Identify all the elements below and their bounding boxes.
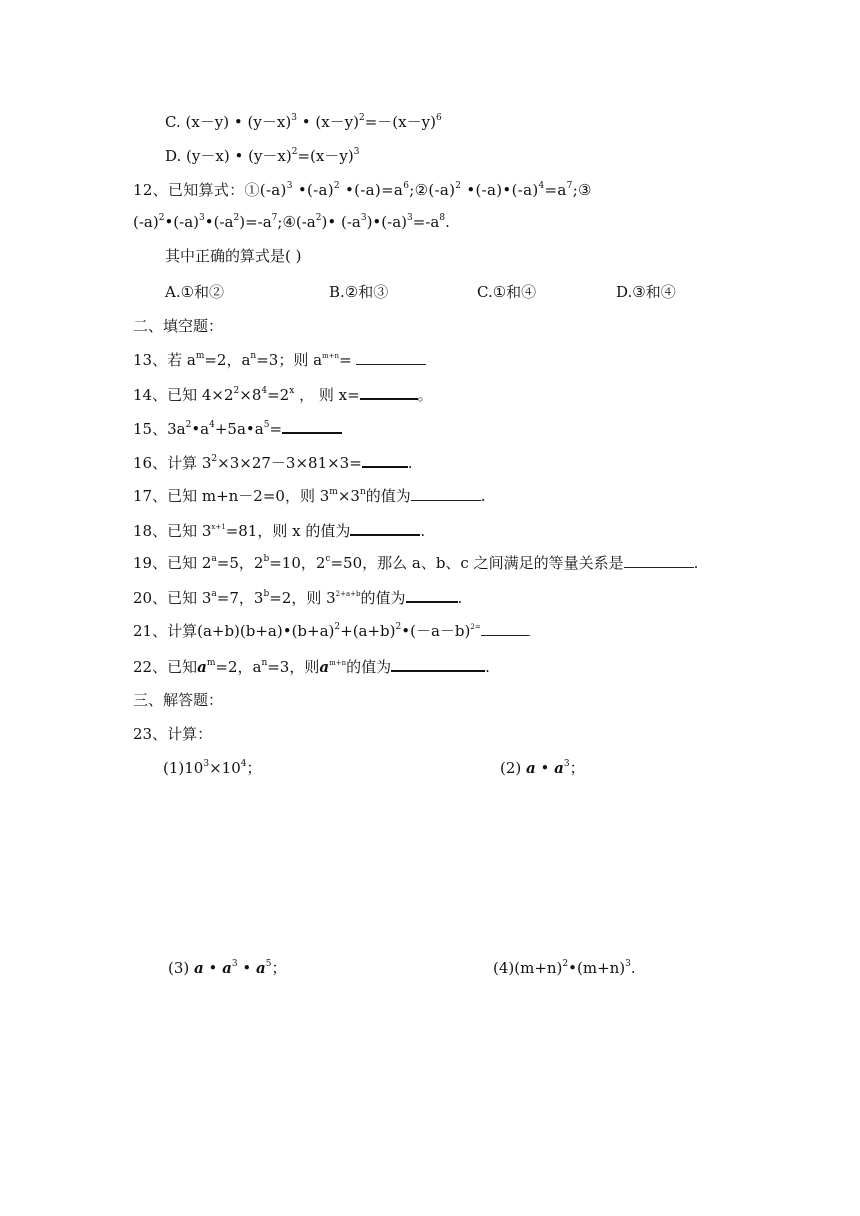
text: =(x－y) bbox=[297, 147, 354, 165]
variable: a bbox=[319, 658, 330, 676]
text: . bbox=[420, 522, 426, 540]
variable: a bbox=[256, 959, 266, 977]
text: . bbox=[480, 487, 486, 505]
section-fill-in: 二、填空题： bbox=[133, 317, 224, 335]
text: •(m+n) bbox=[568, 959, 626, 977]
exponent: 3 bbox=[291, 113, 297, 123]
text: 13、若 a bbox=[133, 351, 196, 369]
q18 bbox=[133, 520, 425, 541]
exponent: 2 bbox=[211, 454, 218, 464]
q21 bbox=[133, 621, 531, 644]
text: . bbox=[528, 630, 531, 638]
q16 bbox=[133, 452, 413, 473]
exponent: n bbox=[250, 351, 257, 361]
text: 21、计算(a+b)(b+a)•(b+a) bbox=[133, 622, 335, 640]
q23-part-1 bbox=[163, 758, 261, 778]
q12-option-a: A.①和② bbox=[165, 283, 225, 301]
text: ； bbox=[271, 959, 287, 977]
text: ×8 bbox=[239, 386, 262, 404]
exponent: m+n bbox=[322, 352, 340, 360]
q12-option-b: B.②和③ bbox=[329, 283, 389, 301]
text: ， 则 x= bbox=[294, 386, 360, 404]
text: • bbox=[301, 113, 311, 131]
text: . bbox=[457, 589, 463, 607]
text: (-a) bbox=[133, 213, 159, 231]
text: 14、已知 4×2 bbox=[133, 386, 234, 404]
answer-blank[interactable] bbox=[362, 452, 408, 468]
text: (1)10 bbox=[163, 759, 204, 777]
text: . bbox=[693, 554, 699, 572]
exponent: m bbox=[195, 351, 205, 361]
q12-option-d: D.③和④ bbox=[616, 283, 676, 301]
text: =50，那么 a、b、c 之间满足的等量关系是 bbox=[330, 554, 624, 572]
text: •(-a bbox=[204, 213, 234, 231]
q23-part-3 bbox=[168, 958, 286, 978]
exponent: 2= bbox=[470, 623, 481, 631]
variable: a bbox=[197, 658, 207, 676]
text: = bbox=[269, 420, 283, 438]
text: 22、已知 bbox=[133, 658, 198, 676]
text: . bbox=[630, 959, 636, 977]
exponent: 3 bbox=[203, 759, 210, 769]
exponent: 2 bbox=[562, 959, 569, 969]
text: 的值为 bbox=[365, 487, 411, 505]
text: (3) bbox=[168, 959, 195, 977]
text: (y－x) bbox=[248, 147, 292, 165]
q19 bbox=[133, 553, 698, 573]
answer-blank[interactable] bbox=[391, 656, 485, 672]
text: =81，则 x 的值为 bbox=[225, 522, 351, 540]
text: ×10 bbox=[209, 759, 241, 777]
exponent: 5 bbox=[263, 420, 270, 430]
text: (y－x) bbox=[247, 113, 292, 131]
exponent: 7 bbox=[271, 213, 278, 223]
q23-part-4 bbox=[493, 958, 636, 978]
text: =2，则 3 bbox=[269, 589, 336, 607]
text: ×3×27－3×81×3= bbox=[217, 454, 362, 472]
q22 bbox=[133, 656, 490, 677]
q15 bbox=[133, 418, 342, 439]
exponent: 2 bbox=[315, 213, 322, 223]
exponent: 6 bbox=[435, 113, 442, 123]
answer-blank[interactable] bbox=[411, 486, 481, 501]
exponent: c bbox=[325, 554, 331, 564]
section-solve: 三、解答题： bbox=[133, 691, 224, 709]
text: • bbox=[234, 147, 244, 165]
text: D. (y－x) bbox=[165, 147, 230, 165]
answer-blank[interactable] bbox=[282, 418, 342, 434]
text: = bbox=[339, 351, 357, 369]
text: ； bbox=[246, 759, 262, 777]
text: • bbox=[237, 959, 256, 977]
answer-blank[interactable] bbox=[481, 625, 529, 636]
exponent: 2 bbox=[233, 213, 240, 223]
exponent: a bbox=[211, 589, 217, 599]
text: =-a bbox=[412, 213, 440, 231]
exponent: 3 bbox=[360, 213, 367, 223]
exponent: 7 bbox=[566, 181, 573, 191]
text: 的值为 bbox=[346, 658, 392, 676]
text: 15、3a bbox=[133, 420, 186, 438]
exponent: m bbox=[206, 658, 216, 668]
exponent: 2 bbox=[333, 181, 340, 191]
answer-blank[interactable] bbox=[360, 384, 418, 400]
variable: a bbox=[554, 759, 564, 777]
exponent: 3 bbox=[199, 213, 205, 223]
exponent: 3 bbox=[625, 959, 631, 969]
q12-line-2 bbox=[133, 212, 450, 232]
exponent: b bbox=[263, 554, 270, 564]
q11-option-d bbox=[165, 146, 359, 166]
text: 17、已知 m+n－2=0，则 3 bbox=[133, 487, 330, 505]
text: =7，3 bbox=[216, 589, 264, 607]
text: 20、已知 3 bbox=[133, 589, 212, 607]
text: 。 bbox=[417, 386, 433, 404]
text: ;③ bbox=[572, 181, 592, 199]
exponent: m bbox=[329, 487, 338, 497]
exponent: 2 bbox=[233, 386, 240, 396]
text: )•(-a) bbox=[366, 213, 407, 231]
exponent: 8 bbox=[439, 213, 446, 223]
text: =2，a bbox=[215, 658, 262, 676]
text: ×3 bbox=[337, 487, 360, 505]
text: •(-a) bbox=[297, 181, 334, 199]
variable: a bbox=[222, 959, 232, 977]
q12-question: 其中正确的算式是( ) bbox=[165, 247, 302, 265]
text: ;②(-a) bbox=[409, 181, 456, 199]
exponent: a bbox=[211, 554, 217, 564]
answer-blank[interactable] bbox=[350, 520, 420, 536]
text: . bbox=[407, 454, 413, 472]
text: =3；则 a bbox=[256, 351, 323, 369]
text: • bbox=[203, 959, 223, 977]
text: 18、已知 3 bbox=[133, 522, 212, 540]
text: )=-a bbox=[239, 213, 272, 231]
exponent: 2+a+b bbox=[335, 590, 361, 598]
exponent: 3 bbox=[563, 759, 570, 769]
text: (2) bbox=[500, 759, 527, 777]
answer-blank[interactable] bbox=[406, 587, 458, 603]
answer-blank[interactable] bbox=[356, 350, 426, 365]
exponent: 5 bbox=[265, 959, 272, 969]
variable: a bbox=[526, 759, 536, 777]
exponent: 2 bbox=[185, 420, 192, 430]
exponent: n bbox=[359, 487, 366, 497]
exponent: b bbox=[263, 589, 270, 599]
q17 bbox=[133, 486, 486, 506]
text: • bbox=[535, 759, 555, 777]
exponent: x+1 bbox=[211, 523, 226, 531]
text: =3，则 bbox=[267, 658, 320, 676]
q23: 23、计算： bbox=[133, 725, 213, 743]
exponent: 3 bbox=[286, 181, 293, 191]
exponent: 4 bbox=[240, 759, 247, 769]
text: ;④(-a bbox=[277, 213, 316, 231]
text: =5，2 bbox=[216, 554, 264, 572]
text: =2，a bbox=[204, 351, 251, 369]
text: +(a+b) bbox=[340, 622, 396, 640]
exponent: 2 bbox=[158, 213, 165, 223]
text: 12、已知算式：①(-a) bbox=[133, 181, 287, 199]
text: C. (x－y) bbox=[165, 113, 230, 131]
text: ； bbox=[569, 759, 585, 777]
exponent: 2 bbox=[291, 147, 298, 157]
exponent: 2 bbox=[395, 622, 402, 632]
q12-line-1 bbox=[133, 180, 592, 200]
q13 bbox=[133, 350, 426, 370]
text: •(-a)•(-a) bbox=[466, 181, 539, 199]
exponent: 4 bbox=[538, 181, 545, 191]
exponent: 2 bbox=[358, 113, 365, 123]
exponent: 2 bbox=[334, 622, 341, 632]
text: =2 bbox=[267, 386, 290, 404]
text: 的值为 bbox=[360, 589, 406, 607]
exponent: 2 bbox=[455, 181, 462, 191]
exponent: m+n bbox=[329, 659, 347, 667]
text: •(－a－b) bbox=[401, 622, 471, 640]
q23-part-2 bbox=[500, 758, 585, 778]
text: •a bbox=[191, 420, 210, 438]
exponent: n bbox=[261, 658, 268, 668]
text: (4)(m+n) bbox=[493, 959, 563, 977]
text: )• (-a bbox=[321, 213, 361, 231]
exponent: 3 bbox=[231, 959, 238, 969]
text: . bbox=[485, 658, 490, 676]
exponent: 6 bbox=[403, 181, 410, 191]
variable: a bbox=[194, 959, 204, 977]
exponent: 3 bbox=[407, 213, 413, 223]
q14 bbox=[133, 384, 433, 405]
q11-option-c bbox=[165, 112, 442, 132]
text: •(-a)=a bbox=[345, 181, 404, 199]
text: +5a•a bbox=[214, 420, 264, 438]
text: =a bbox=[544, 181, 567, 199]
q12-option-c: C.①和④ bbox=[477, 283, 537, 301]
text: =10，2 bbox=[269, 554, 326, 572]
text: =－(x－y) bbox=[364, 113, 436, 131]
exponent: x bbox=[289, 386, 295, 396]
text: 19、已知 2 bbox=[133, 554, 212, 572]
exponent: 4 bbox=[209, 420, 215, 430]
exponent: 3 bbox=[353, 147, 360, 157]
text: 16、计算 3 bbox=[133, 454, 212, 472]
text: •(-a) bbox=[164, 213, 200, 231]
text: (x－y) bbox=[315, 113, 359, 131]
answer-blank[interactable] bbox=[624, 553, 694, 568]
q20 bbox=[133, 587, 462, 608]
text: . bbox=[445, 213, 450, 231]
text: • bbox=[233, 113, 243, 131]
exponent: 4 bbox=[261, 386, 268, 396]
